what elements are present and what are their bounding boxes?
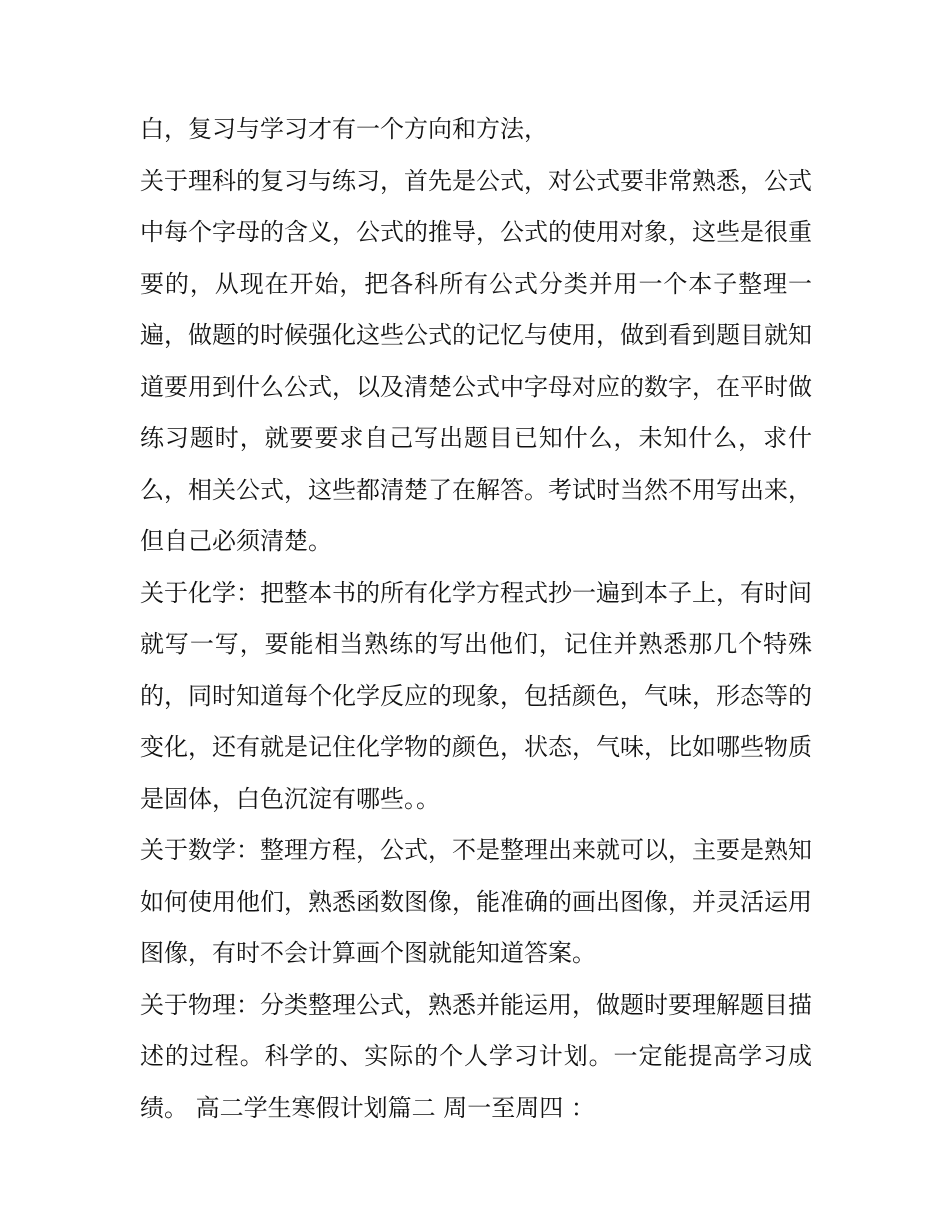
paragraph-chemistry: 关于化学：把整本书的所有化学方程式抄一遍到本子上，有时间就写一写，要能相当熟练的写出他们，记住并熟悉那几个特殊的，同时知道每个化学反应的现象，包括颜色，气味，形态等的变化，还有就是记住化学物的颜色，状态，气味，比如哪些物质是固体，白色沉淀有哪些。。 (140, 578, 812, 813)
document-body (140, 104, 812, 1134)
paragraph-math: 关于数学：整理方程，公式，不是整理出来就可以，主要是熟知如何使用他们，熟悉函数图像，能准确的画出图像，并灵活运用图像，有时不会计算画个图就能知道答案。 (140, 836, 812, 967)
paragraph-science-review: 关于理科的复习与练习，首先是公式，对公式要非常熟悉，公式中每个字母的含义，公式的推导，公式的使用对象，这些是很重要的，从现在开始，把各科所有公式分类并用一个本子整理一遍，做题的时候强化这些公式的记忆与使用，做到看到题目就知道要用到什么公式，以及清楚公式中字母对应的数字，在平时做练习题时，就要要求自己写出题目已知什么，未知什么，求什么，相关公式，这些都清楚了在解答。考试时当然不用写出来，但自己必须清楚。 (140, 166, 812, 555)
paragraph-physics: 关于物理：分类整理公式，熟悉并能运用，做题时要理解题目描述的过程。科学的、实际的个人学习计划。一定能提高学习成绩。 高二学生寒假计划篇二 周一至周四 ： (140, 990, 812, 1122)
paragraph-intro-fragment: 白，复习与学习才有一个方向和方法， (140, 115, 548, 143)
